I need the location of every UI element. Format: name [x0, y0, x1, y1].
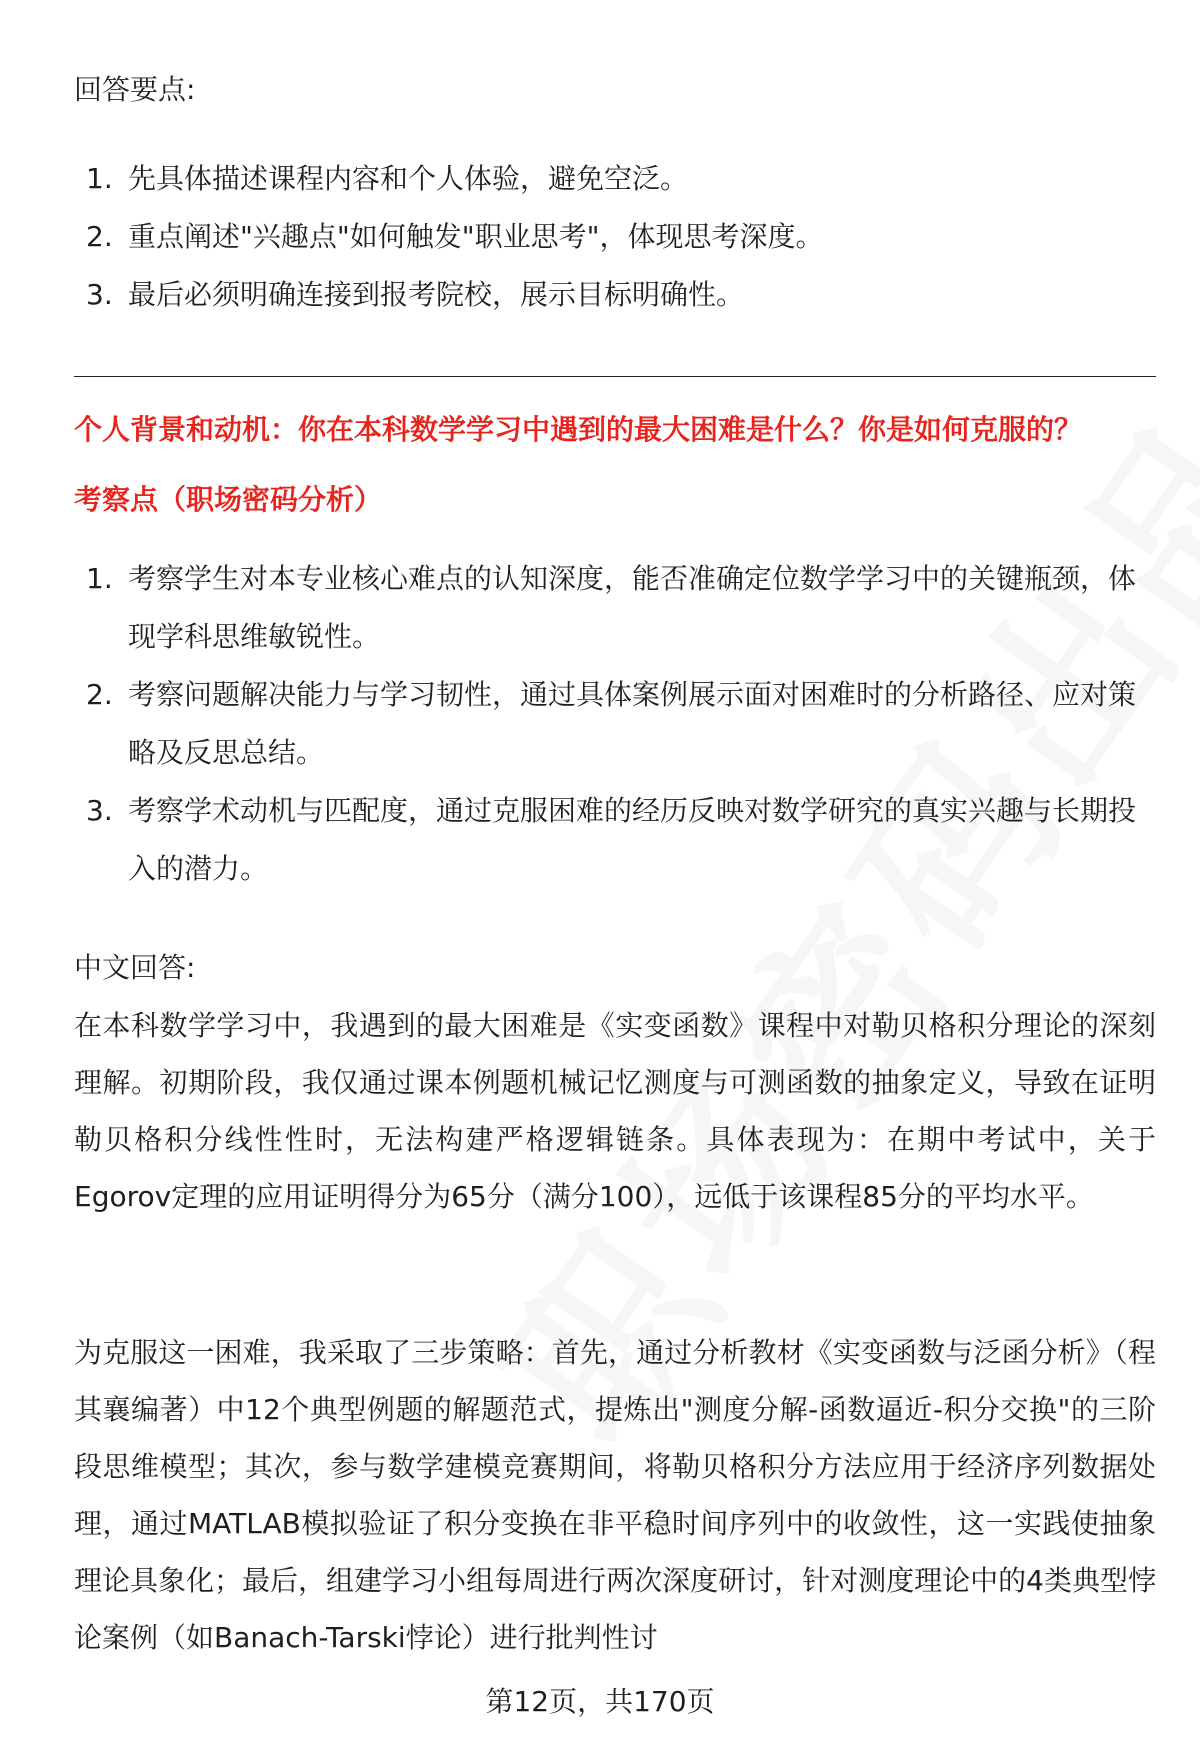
list-item-text: 考察学术动机与匹配度，通过克服困难的经历反映对数学研究的真实兴趣与长期投入的潜力。 — [128, 794, 1137, 885]
list-item-text: 考察问题解决能力与学习韧性，通过具体案例展示面对困难时的分析路径、应对策略及反思总结。 — [128, 678, 1137, 769]
list-item — [74, 550, 1156, 666]
focus-heading: 考察点（职场密码分析） — [74, 483, 383, 516]
list-item-text: 最后必须明确连接到报考院校，展示目标明确性。 — [128, 278, 745, 311]
section-divider — [74, 376, 1156, 377]
question-title: 个人背景和动机：你在本科数学学习中遇到的最大困难是什么？你是如何克服的？ — [74, 413, 1083, 446]
watermark-text — [434, 347, 1200, 1487]
list-item-number: 3. — [86, 278, 113, 311]
answer-paragraph-2: 为克服这一困难，我采取了三步策略：首先，通过分析教材《实变函数与泛函分析》（程其襄编著）中12个典型例题的解题范式，提炼出"测度分解-函数逼近-积分交换"的三阶段思维模型；其次，参与数学建模竞赛期间，将勒贝格积分方法应用于经济序列数据处理，通过MATLAB模拟验证了积分变换在非平稳时间序列中的收敛性，这一实践使抽象理论具象化；最后，组建学习小组每周进行两次深度研讨，针对测度理论中的4类典型悖论案例（如Banach-Tarski悖论）进行批判性讨 — [74, 1336, 1156, 1654]
list-item-text: 考察学生对本专业核心难点的认知深度，能否准确定位数学学习中的关键瓶颈，体现学科思维敏锐性。 — [128, 562, 1137, 653]
list-item-number: 2. — [86, 220, 113, 253]
list-item — [74, 782, 1156, 898]
answer-paragraph-1: 在本科数学学习中，我遇到的最大困难是《实变函数》课程中对勒贝格积分理论的深刻理解。初期阶段，我仅通过课本例题机械记忆测度与可测函数的抽象定义，导致在证明勒贝格积分线性性时，无法构建严格逻辑链条。具体表现为：在期中考试中，关于Egorov定理的应用证明得分为65分（满分100），远低于该课程85分的平均水平。 — [74, 1009, 1156, 1213]
list-item — [74, 266, 1156, 324]
list-item — [74, 150, 1156, 208]
list-item-number: 3. — [86, 794, 113, 827]
answer-points-list — [74, 150, 1156, 324]
list-item-number: 1. — [86, 162, 113, 195]
chinese-answer-label: 中文回答: — [74, 951, 196, 984]
list-item-text: 重点阐述"兴趣点"如何触发"职业思考"，体现思考深度。 — [128, 220, 824, 253]
list-item — [74, 208, 1156, 266]
page-number: 第12页，共170页 — [485, 1685, 715, 1718]
list-item-text: 先具体描述课程内容和个人体验，避免空泛。 — [128, 162, 689, 195]
answer-points-label: 回答要点: — [74, 73, 196, 106]
list-item-number: 2. — [86, 678, 113, 711]
focus-points-list — [74, 550, 1156, 898]
list-item-number: 1. — [86, 562, 113, 595]
list-item — [74, 666, 1156, 782]
